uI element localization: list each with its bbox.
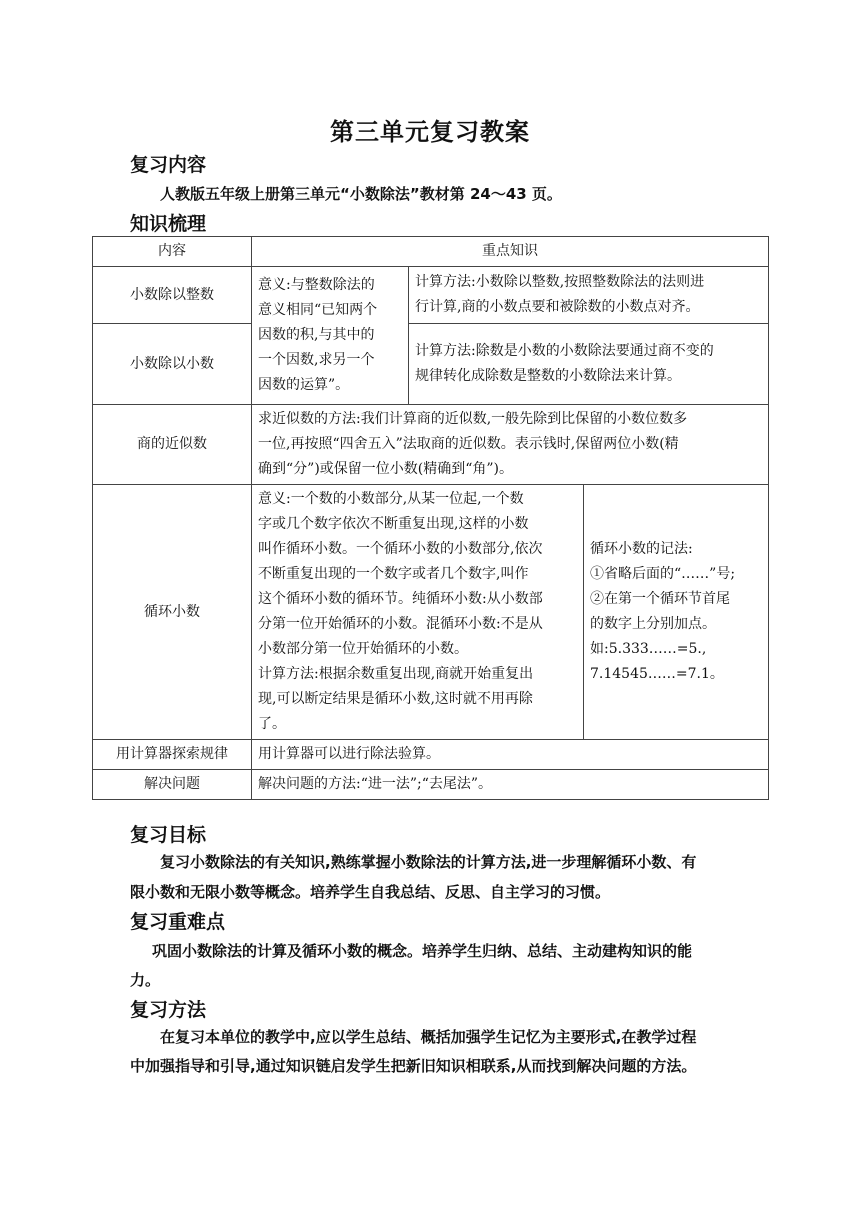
- row5-text-cell: 用计算器可以进行除法验算。: [252, 740, 769, 770]
- row2-method-cell: [409, 324, 769, 405]
- goal-line-2: 限小数和无限小数等概念。培养学生自我总结、反思、自主学习的习惯。: [130, 883, 611, 901]
- repeating-line: 分第一位开始循环的小数。混循环小数:不是从: [258, 616, 543, 632]
- section-heading-goal: 复习目标: [130, 824, 207, 846]
- method-line: 规律转化成除数是整数的小数除法来计算。: [415, 368, 681, 384]
- section-heading-knowledge: 知识梳理: [130, 213, 207, 235]
- method-line: 计算方法:小数除以整数,按照整数除法的法则进: [415, 274, 705, 290]
- row4-topic: 循环小数: [93, 485, 252, 740]
- repeating-line: 叫作循环小数。一个循环小数的小数部分,依次: [258, 541, 543, 557]
- notation-line: ①省略后面的“……”号;: [590, 566, 736, 582]
- knowledge-table: [92, 236, 769, 800]
- table-row: [93, 740, 769, 770]
- row3-text-cell: [252, 405, 769, 485]
- table-row: [93, 324, 769, 405]
- table-header-row: [93, 237, 769, 267]
- meaning-line: 一个因数,求另一个: [258, 352, 375, 368]
- notation-line: 的数字上分别加点。: [590, 616, 716, 632]
- row4-right-cell: [584, 485, 769, 740]
- document-title: 第三单元复习教案: [330, 118, 530, 146]
- row4-left-cell: [252, 485, 584, 740]
- table-row: [93, 405, 769, 485]
- method-line: 计算方法:除数是小数的小数除法要通过商不变的: [415, 343, 714, 359]
- notation-line: 循环小数的记法:: [590, 541, 693, 557]
- row3-topic: 商的近似数: [93, 405, 252, 485]
- row6-topic: 解决问题: [93, 770, 252, 800]
- approx-line: 求近似数的方法:我们计算商的近似数,一般先除到比保留的小数位数多: [258, 411, 688, 427]
- method-line-2: 中加强指导和引导,通过知识链启发学生把新旧知识相联系,从而找到解决问题的方法。: [130, 1057, 697, 1075]
- repeating-line: 小数部分第一位开始循环的小数。: [258, 641, 468, 657]
- header-topic: 内容: [93, 237, 252, 267]
- meaning-line: 意义相同“已知两个: [258, 302, 378, 318]
- meaning-line: 因数的运算”。: [258, 377, 350, 393]
- approx-line: 确到“分”)或保留一位小数(精确到“角”)。: [258, 461, 514, 477]
- goal-line-1: 复习小数除法的有关知识,熟练掌握小数除法的计算方法,进一步理解循环小数、有: [160, 853, 697, 871]
- notation-line: ②在第一个循环节首尾: [590, 591, 730, 607]
- row5-topic: 用计算器探索规律: [93, 740, 252, 770]
- row6-text-cell: 解决问题的方法:“进一法”;“去尾法”。: [252, 770, 769, 800]
- row2-topic: 小数除以小数: [93, 324, 252, 405]
- repeating-line: 现,可以断定结果是循环小数,这时就不用再除: [258, 691, 533, 707]
- table-row: [93, 770, 769, 800]
- meaning-shared-cell: [252, 267, 409, 405]
- section-heading-difficulty: 复习重难点: [130, 911, 226, 933]
- repeating-line: 这个循环小数的循环节。纯循环小数:从小数部: [258, 591, 543, 607]
- content-paragraph: 人教版五年级上册第三单元“小数除法”教材第 24～43 页。: [160, 185, 562, 203]
- difficulty-line-1: 巩固小数除法的计算及循环小数的概念。培养学生归纳、总结、主动建构知识的能: [152, 942, 693, 960]
- meaning-line: 因数的积,与其中的: [258, 327, 375, 343]
- row1-topic: 小数除以整数: [93, 267, 252, 324]
- table-row: [93, 485, 769, 740]
- row1-method-cell: [409, 267, 769, 324]
- notation-line: 如:5.333……=5.,: [590, 641, 707, 657]
- approx-line: 一位,再按照“四舍五入”法取商的近似数。表示钱时,保留两位小数(精: [258, 436, 679, 452]
- header-knowledge: 重点知识: [252, 237, 769, 267]
- section-heading-method: 复习方法: [130, 999, 207, 1021]
- repeating-line: 了。: [258, 716, 286, 732]
- notation-line: 7.14545……=7.1。: [590, 666, 724, 682]
- repeating-line: 字或几个数字依次不断重复出现,这样的小数: [258, 516, 529, 532]
- method-line-1: 在复习本单位的教学中,应以学生总结、概括加强学生记忆为主要形式,在教学过程: [160, 1028, 697, 1046]
- meaning-line: 意义:与整数除法的: [258, 277, 375, 293]
- repeating-line: 计算方法:根据余数重复出现,商就开始重复出: [258, 666, 534, 682]
- repeating-line: 意义:一个数的小数部分,从某一位起,一个数: [258, 491, 524, 507]
- section-heading-content: 复习内容: [130, 154, 207, 176]
- table-row: [93, 267, 769, 324]
- method-line: 行计算,商的小数点要和被除数的小数点对齐。: [415, 299, 700, 315]
- difficulty-line-2: 力。: [130, 971, 161, 989]
- repeating-line: 不断重复出现的一个数字或者几个数字,叫作: [258, 566, 529, 582]
